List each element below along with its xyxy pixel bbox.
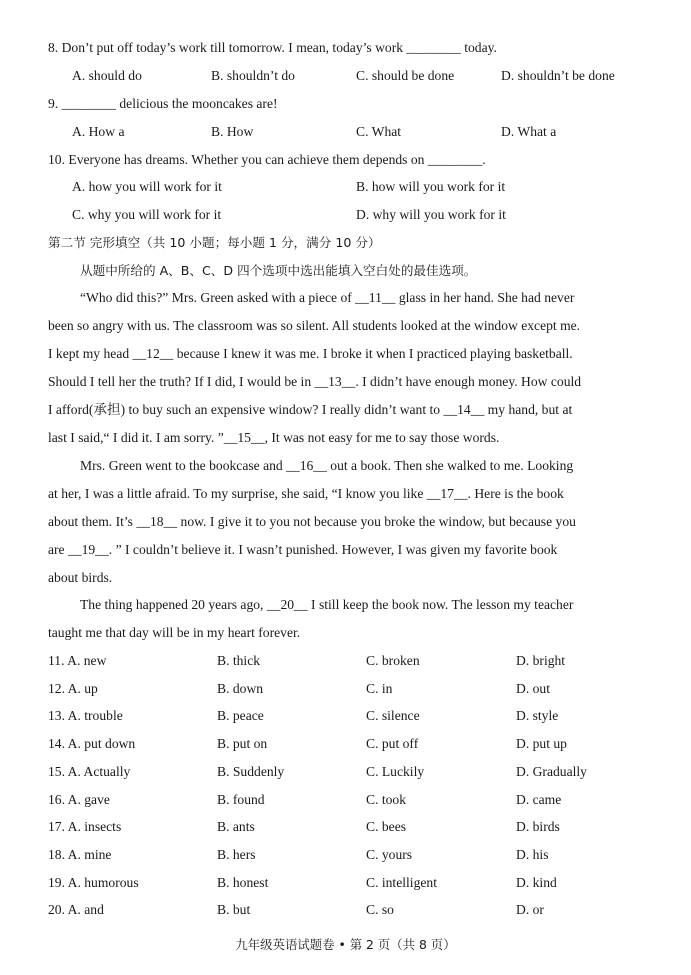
page-footer: 九年级英语试题卷 • 第 2 页（共 8 页）	[235, 937, 456, 952]
cloze-13-option-a: 13. A. trouble	[48, 708, 123, 723]
question-8-option-d: D. shouldn’t be done	[501, 68, 615, 83]
passage-line: “Who did this?” Mrs. Green asked with a piece of __11__ glass in her hand. She had never	[80, 290, 575, 305]
passage-line: Mrs. Green went to the bookcase and __16__ out a book. Then she walked to me. Looking	[80, 458, 574, 473]
question-9-option-d: D. What a	[501, 124, 557, 139]
cloze-20-option-b: B. but	[217, 902, 251, 917]
cloze-20-option-c: C. so	[366, 902, 394, 917]
section-2-instruction: 从题中所给的 A、B、C、D 四个选项中选出能填入空白处的最佳选项。	[80, 263, 477, 278]
cloze-14-option-c: C. put off	[366, 736, 419, 751]
cloze-13-option-c: C. silence	[366, 708, 420, 723]
question-10-option-d: D. why will you work for it	[356, 207, 506, 222]
question-9-option-a: A. How a	[72, 124, 125, 139]
question-9-option-b: B. How	[211, 124, 254, 139]
cloze-17-option-c: C. bees	[366, 819, 407, 834]
cloze-13-option-d: D. style	[516, 708, 559, 723]
cloze-19-option-d: D. kind	[516, 875, 557, 890]
cloze-16-option-d: D. came	[516, 792, 562, 807]
question-8-option-a: A. should do	[72, 68, 142, 83]
cloze-11-option-c: C. broken	[366, 653, 420, 668]
cloze-16-option-a: 16. A. gave	[48, 792, 110, 807]
passage-line: I kept my head __12__ because I knew it was me. I broke it when I practiced playing basketball.	[48, 346, 573, 361]
cloze-15-option-a: 15. A. Actually	[48, 764, 131, 779]
cloze-18-option-c: C. yours	[366, 847, 413, 862]
section-2-heading: 第二节 完形填空（共 10 小题；每小题 1 分，满分 10 分）	[48, 235, 381, 250]
cloze-17-option-d: D. birds	[516, 819, 560, 834]
passage-line: been so angry with us. The classroom was so silent. All students looked at the window except me.	[48, 318, 581, 333]
cloze-17-option-b: B. ants	[217, 819, 255, 834]
cloze-14-option-a: 14. A. put down	[48, 736, 136, 751]
passage-line: about them. It’s __18__ now. I give it to you not because you broke the window, but because you	[48, 514, 576, 529]
question-9-stem: 9. ________ delicious the mooncakes are!	[48, 96, 278, 111]
cloze-12-option-c: C. in	[366, 681, 393, 696]
cloze-11-option-b: B. thick	[217, 653, 261, 668]
cloze-16-option-c: C. took	[366, 792, 407, 807]
cloze-19-option-b: B. honest	[217, 875, 269, 890]
cloze-14-option-b: B. put on	[217, 736, 268, 751]
passage-line: about birds.	[48, 570, 113, 585]
question-8-stem: 8. Don’t put off today’s work till tomorrow. I mean, today’s work ________ today.	[48, 40, 497, 55]
cloze-11-option-a: 11. A. new	[48, 653, 107, 668]
cloze-12-option-a: 12. A. up	[48, 681, 98, 696]
cloze-20-option-d: D. or	[516, 902, 544, 917]
cloze-14-option-d: D. put up	[516, 736, 567, 751]
passage-line: taught me that day will be in my heart forever.	[48, 625, 301, 640]
cloze-12-option-b: B. down	[217, 681, 264, 696]
passage-line: are __19__. ” I couldn’t believe it. I wasn’t punished. However, I was given my favorite book	[48, 542, 558, 557]
passage-line: I afford(承担) to buy such an expensive window? I really didn’t want to __14__ my hand, but at	[48, 402, 573, 417]
passage-line: Should I tell her the truth? If I did, I would be in __13__. I didn’t have enough money. How could	[48, 374, 582, 389]
question-10-option-a: A. how you will work for it	[72, 179, 222, 194]
passage-line: The thing happened 20 years ago, __20__ I still keep the book now. The lesson my teacher	[80, 597, 574, 612]
cloze-11-option-d: D. bright	[516, 653, 566, 668]
cloze-19-option-c: C. intelligent	[366, 875, 437, 890]
passage-line: at her, I was a little afraid. To my surprise, she said, “I know you like __17__. Here is the book	[48, 486, 564, 501]
cloze-13-option-b: B. peace	[217, 708, 264, 723]
cloze-12-option-d: D. out	[516, 681, 550, 696]
question-10-stem: 10. Everyone has dreams. Whether you can achieve them depends on ________.	[48, 152, 486, 167]
passage-line: last I said,“ I did it. I am sorry. ”__15__, It was not easy for me to say those words.	[48, 430, 500, 445]
question-8-option-c: C. should be done	[356, 68, 455, 83]
cloze-16-option-b: B. found	[217, 792, 265, 807]
cloze-18-option-d: D. his	[516, 847, 549, 862]
cloze-15-option-b: B. Suddenly	[217, 764, 285, 779]
question-8-option-b: B. shouldn’t do	[211, 68, 295, 83]
cloze-15-option-d: D. Gradually	[516, 764, 587, 779]
question-10-option-c: C. why you will work for it	[72, 207, 222, 222]
cloze-17-option-a: 17. A. insects	[48, 819, 122, 834]
question-10-option-b: B. how will you work for it	[356, 179, 506, 194]
cloze-18-option-b: B. hers	[217, 847, 256, 862]
cloze-19-option-a: 19. A. humorous	[48, 875, 139, 890]
cloze-18-option-a: 18. A. mine	[48, 847, 112, 862]
question-9-option-c: C. What	[356, 124, 402, 139]
cloze-20-option-a: 20. A. and	[48, 902, 104, 917]
cloze-15-option-c: C. Luckily	[366, 764, 425, 779]
